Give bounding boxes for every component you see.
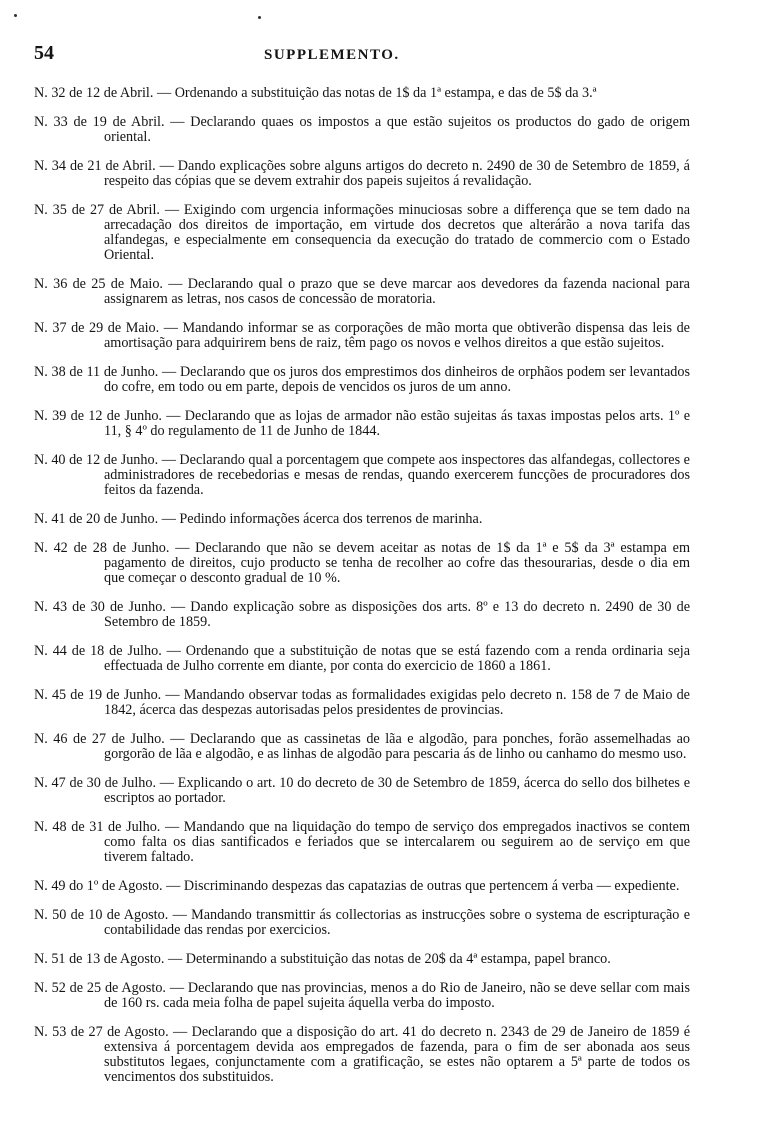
entry-reference: N. 37 de 29 de Maio. [34,320,160,337]
running-title: SUPPLEMENTO. [264,47,400,63]
entry-text: — Mandando informar se as corporações de mão morta que obtiverão dispensa das leis de amortisação para adquirirem bens de raiz, têm pago os novos e velhos direitos a que estão sujeitos. [104,320,690,351]
list-item [34,908,690,938]
document-page [34,42,690,1087]
entry-reference: N. 43 de 30 de Junho. [34,599,166,615]
entry-reference: N. 46 de 27 de Julho. [34,731,165,747]
entry-text: — Mandando que na liquidação do tempo de serviço dos empregados inactivos se contem como falta os dias santificados e feriados que se intercalarem ou seguirem ao de serviço em que tiverem faltado. [104,819,690,865]
list-item [34,115,690,145]
entry-text: — Declarando qual a porcentagem que compete aos inspectores das alfandegas, collectores e administradores de recebedorias e mesas de rendas, quando exercerem funcções de procuradores dos feitos da fazenda. [104,452,690,498]
entry-reference: N. 38 de 11 de Junho. [34,364,159,381]
list-item [34,541,690,586]
list-item [34,321,690,351]
entry-reference: N. 39 de 12 de Junho. [34,408,162,425]
list-item [34,277,690,307]
entry-text: — Ordenando que a substituição de notas que se está fazendo com a renda ordinaria seja effectuada de Julho corrente em diante, por conta do exercicio de 1860 a 1861. [104,643,691,674]
entry-reference: N. 48 de 31 de Julho. [34,819,161,835]
entry-text: — Mandando transmittir ás collectorias as instrucções sobre o systema de escripturação e contabilidade das rendas por exercicios. [104,907,690,938]
list-item [34,879,690,894]
list-item [34,203,690,263]
entry-reference: N. 47 de 30 de Julho. [34,775,157,791]
entry-reference: N. 49 do 1º de Agosto. [34,877,163,894]
entry-reference: N. 40 de 12 de Junho. [34,452,159,469]
list-item [34,512,690,527]
page-number: 54 [34,42,54,64]
ink-speck [258,16,261,19]
entry-reference: N. 36 de 25 de Maio. [34,276,163,293]
list-item [34,776,690,806]
entry-text: — Discriminando despezas das capatazias de outras que pertencem á verba — expediente. [162,877,680,894]
entry-reference: N. 50 de 10 de Agosto. [34,907,169,923]
list-item [34,644,690,674]
entry-text: — Mandando observar todas as formalidades exigidas pelo decreto n. 158 de 7 de Maio de 1842, ácerca das despezas autorisadas pelos presidentes de provincias. [104,687,690,718]
entry-reference: N. 41 de 20 de Junho. [34,511,159,527]
entry-text: — Declarando que os juros dos emprestimos dos dinheiros de orphãos podem ser levantados do cofre, em todo ou em parte, depois de vencidos os juros de um anno. [104,364,691,395]
entry-text: — Pedindo informações ácerca dos terrenos de marinha. [158,511,483,527]
entry-reference: N. 35 de 27 de Abril. [34,202,160,219]
page-header [34,42,690,72]
entry-text: — Dando explicação sobre as disposições dos arts. 8º e 13 do decreto n. 2490 de 30 de Setembro de 1859. [104,599,690,630]
ink-speck [14,14,17,17]
entry-reference: N. 33 de 19 de Abril. [34,114,165,131]
list-item [34,600,690,630]
entry-reference: N. 44 de 18 de Julho. [34,643,162,659]
list-item [34,981,690,1011]
entry-text: — Determinando a substituição das notas de 20$ da 4ª estampa, papel branco. [164,951,611,967]
entry-text: — Declarando que as cassinetas de lãa e algodão, para ponches, forão assemelhadas ao gorgorão de lãa e algodão, e as linhas de algodão para pescaria ás de linho ou canhamo do mesmo uso. [104,731,690,762]
entry-reference: N. 34 de 21 de Abril. [34,158,156,175]
list-item [34,732,690,762]
entry-reference: N. 52 de 25 de Agosto. [34,980,166,997]
entry-reference: N. 32 de 12 de Abril. [34,85,154,102]
entry-reference: N. 45 de 19 de Junho. [34,687,162,703]
list-item [34,365,690,395]
entry-text: — Declarando que nas provincias, menos a do Rio de Janeiro, não se deve sellar com mais de 160 rs. cada meia folha de papel sujeita áquella verba do imposto. [104,980,691,1011]
entry-text: — Dando explicações sobre alguns artigos do decreto n. 2490 de 30 de Setembro de 1859, á respeito das cópias que se devem extrahir dos papeis sujeitos á revalidação. [104,158,690,190]
entry-reference: N. 51 de 13 de Agosto. [34,951,165,967]
entry-reference: N. 42 de 28 de Junho. [34,540,170,557]
list-item [34,453,690,498]
entry-text: — Declarando que não se devem aceitar as notas de 1$ da 1ª e 5$ da 3ª estampa em pagamento de direitos, cujo producto se tenha de recolher ao cofre das thesourarias, desde o dia em que começar o desconto gradual de 10 %. [104,540,690,586]
entry-text: — Exigindo com urgencia informações minuciosas sobre a differença que se tem dado na arrecadação dos direitos de importação, em virtude dos decretos que alterárão a nova tarifa das alfandegas, e especialmente em consequencia da execução do tratado de commercio com o Estado Oriental. [104,202,690,263]
entry-text: — Explicando o art. 10 do decreto de 30 de Setembro de 1859, ácerca do sello dos bilhetes e escriptos ao portador. [104,775,690,806]
entry-text: — Declarando quaes os impostos a que estão sujeitos os productos do gado de origem oriental. [104,114,690,146]
entry-text: — Ordenando a substituição das notas de 1$ da 1ª estampa, e das de 5$ da 3.ª [153,85,597,102]
list-item [34,86,690,101]
entry-reference: N. 53 de 27 de Agosto. [34,1024,169,1041]
list-item [34,409,690,439]
entry-text: — Declarando que a disposição do art. 41 do decreto n. 2343 de 29 de Janeiro de 1859 é extensiva á porcentagem devida aos empregados de fazenda, para o fim de ser abonada aos seus substitutos legaes, conjunctamente com a gratificação, se estes não optarem a 5ª parte de todos os vencimentos dos substituidos. [104,1024,690,1085]
list-item [34,820,690,865]
list-item [34,688,690,718]
entry-text: — Declarando qual o prazo que se deve marcar aos devedores da fazenda nacional para assignarem as letras, nos casos de concessão de moratoria. [104,276,690,307]
entry-list [34,86,690,1085]
list-item [34,159,690,189]
list-item [34,952,690,967]
list-item [34,1025,690,1085]
entry-text: — Declarando que as lojas de armador não estão sujeitas ás taxas impostas pelos arts. 1º e 11, § 4º do regulamento de 11 de Junho de 1844. [104,408,690,439]
